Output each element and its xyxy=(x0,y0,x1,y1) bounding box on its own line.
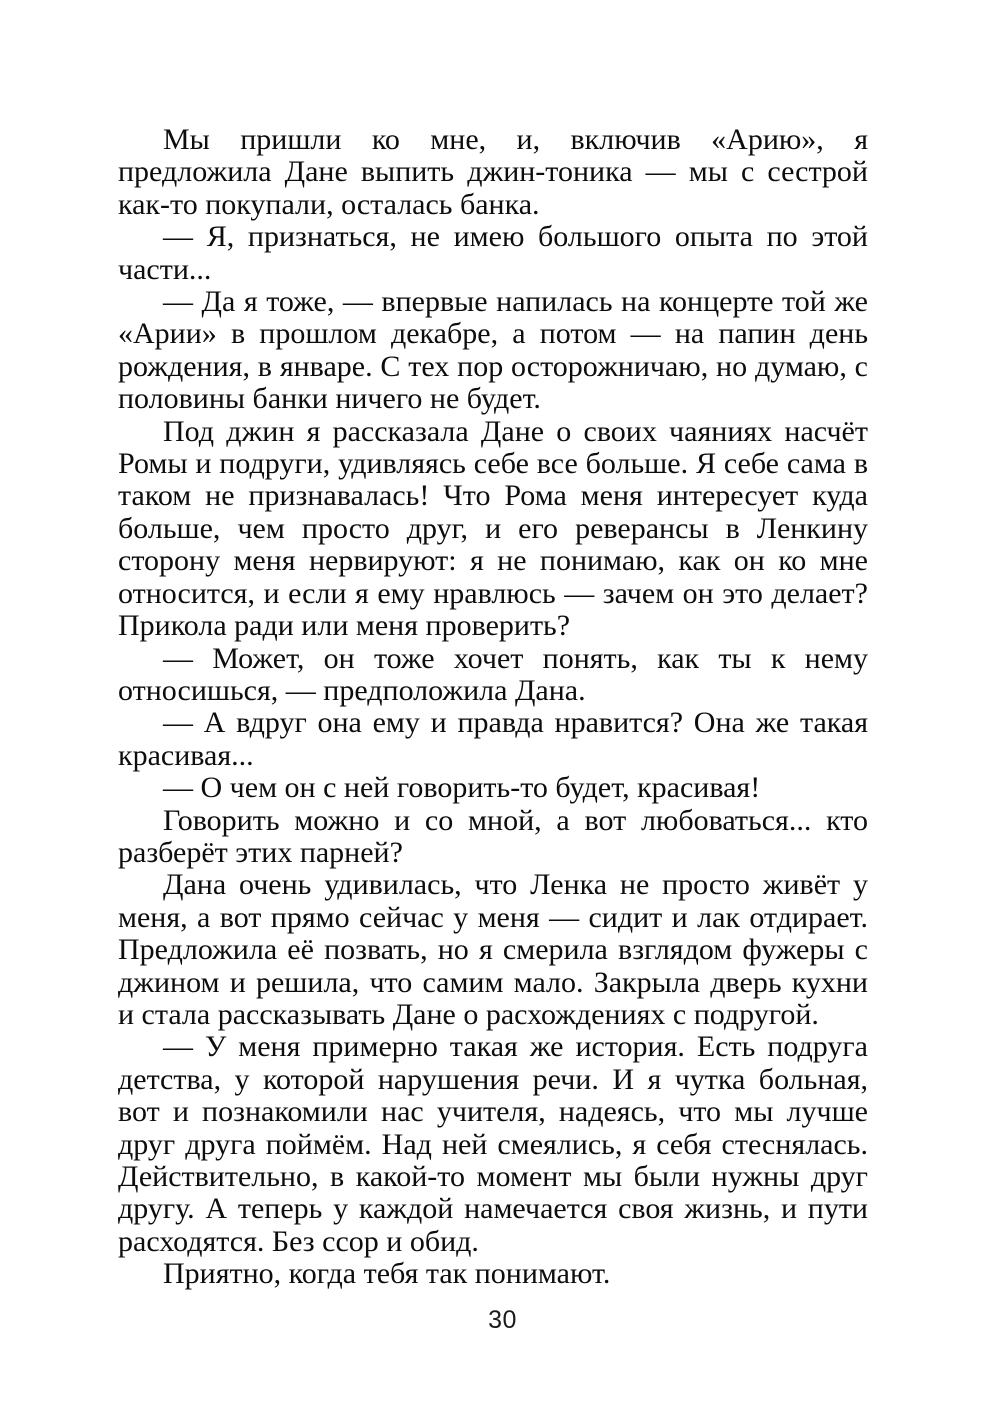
page-text xyxy=(118,124,868,1291)
paragraph: — Да я тоже, — впервые напилась на концерте той же «Арии» в прошлом декабре, а потом — на папин день рождения, в январе. С тех пор осторожничаю, но думаю, с половины банки ничего не будет. xyxy=(118,285,868,416)
paragraph: — Я, признаться, не имею большого опыта по этой части... xyxy=(118,220,868,286)
paragraph: — У меня примерно такая же история. Есть подруга детства, у которой нарушения речи. И я чутка больная, вот и познакомили нас учителя, надеясь, что мы лучше друг друга поймём. Над ней смеялись, я себя стеснялась. Действительно, в какой-то момент мы были нужны друг другу. А теперь у каждой намечается своя жизнь, и пути расходятся. Без ссор и обид. xyxy=(118,1030,868,1258)
paragraph: — О чем он с ней говорить-то будет, красивая! xyxy=(163,771,761,805)
paragraph: Мы пришли ко мне, и, включив «Арию», я предложила Дане выпить джин-тоника — мы с сестрой как-то покупали, осталась банка. xyxy=(118,123,868,221)
paragraph: Говорить можно и со мной, а вот любоваться... кто разберёт этих парней? xyxy=(118,803,868,869)
paragraph: — А вдруг она ему и правда нравится? Она же такая красивая... xyxy=(118,706,868,772)
page-number: 30 xyxy=(488,1306,517,1334)
paragraph: Под джин я рассказала Дане о своих чаяниях насчёт Ромы и подруги, удивляясь себе все больше. Я себе сама в таком не признавалась! Что Рома меня интересует куда больше, чем просто друг, и его реверансы в Ленкину сторону меня нервируют: я не понимаю, как он ко мне относится, и если я ему нравлюсь — зачем он это делает? Прикола ради или меня проверить? xyxy=(118,414,868,643)
paragraph: Приятно, когда тебя так понимают. xyxy=(163,1257,611,1291)
paragraph: Дана очень удивилась, что Ленка не просто живёт у меня, а вот прямо сейчас у меня — сидит и лак отдирает. Предложила её позвать, но я смерила взглядом фужеры с джином и решила, что самим мало. Закрыла дверь кухни и стала рассказывать Дане о расхождениях с подругой. xyxy=(118,868,868,1031)
paragraph: — Может, он тоже хочет понять, как ты к нему относишься, — предположила Дана. xyxy=(118,641,868,707)
